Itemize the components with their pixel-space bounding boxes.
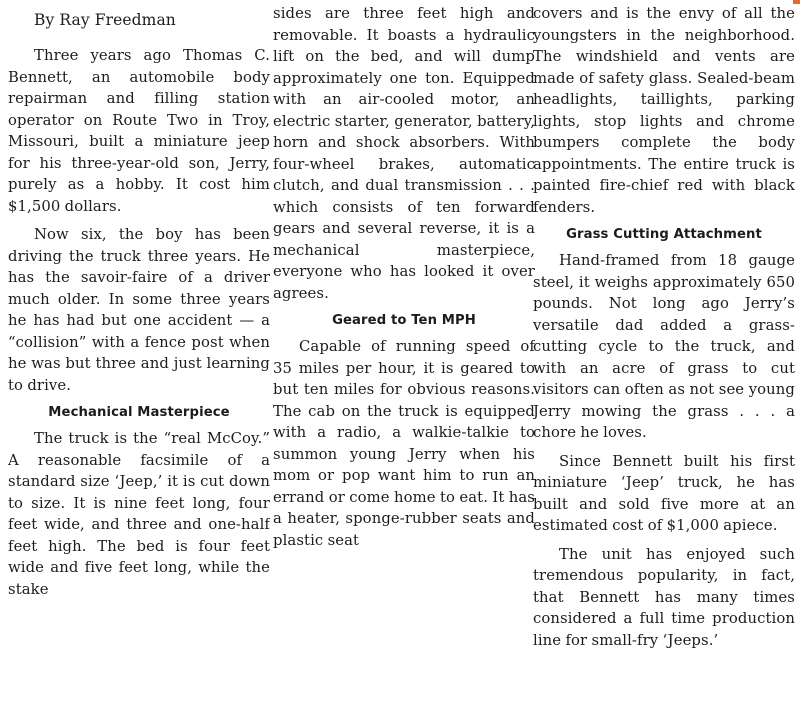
byline: By Ray Freedman bbox=[34, 11, 176, 29]
paragraph: Three years ago Thomas C. Bennett, an automobile body repairman and filling station operator on Route Two in Troy, Missouri, built a miniature jeep for his three-year-old son, Jerry, purely as a hobby. It cost him $1,500 dollars. bbox=[8, 47, 270, 215]
paragraph-continued: covers and is the envy of all the youngsters in the neighborhood. The windshield and vents are made of safety glass. Sealed-beam headlights, taillights, parking lights, stop lights and chrome bumpers complete the body appointments. The entire truck is painted fire-chief red with black fenders. bbox=[533, 5, 795, 216]
paragraph-continued: sides are three feet high and removable. It boasts a hydraulic lift on the bed, and will dump approximately one ton. Equipped with an air-cooled motor, an electric starter, generator, battery, horn and shock absorbers. With four-wheel brakes, automatic clutch, and dual transmission . . . which consists of ten forward gears and several reverse, it is a mechanical masterpiece, everyone who has looked it over agrees. bbox=[273, 5, 535, 302]
column-1 bbox=[8, 0, 270, 708]
paragraph: The unit has enjoyed such tremendous popularity, in fact, that Bennett has many times considered a full time production line for small-fry ‘Jeeps.’ bbox=[533, 545, 795, 649]
page-corner-mark bbox=[793, 0, 800, 4]
paragraph: Since Bennett built his first miniature ‘Jeep’ truck, he has built and sold five more at an estimated cost of $1,000 apiece. bbox=[533, 452, 795, 534]
subheading-geared-to-ten-mph: Geared to Ten MPH bbox=[332, 313, 476, 328]
paragraph: Now six, the boy has been driving the truck three years. He has the savoir-faire of a driver much older. In some three years he has had but one accident — a “collision” with a fence post when he was but three and just learning to drive. bbox=[8, 226, 270, 394]
subheading-mechanical-masterpiece: Mechanical Masterpiece bbox=[48, 405, 230, 420]
column-3 bbox=[533, 0, 795, 708]
column-2 bbox=[273, 0, 535, 708]
subheading-grass-cutting-attachment: Grass Cutting Attachment bbox=[566, 227, 762, 242]
paragraph: The truck is the “real McCoy.” A reasonable facsimile of a standard size ‘Jeep,’ it is cut down to size. It is nine feet long, four feet wide, and three and one-half feet high. The bed is four feet wide and five feet long, while the stake bbox=[8, 430, 270, 598]
paragraph: Capable of running speed of 35 miles per hour, it is geared to but ten miles for obvious reasons. The cab on the truck is equipped with a radio, a walkie-talkie to summon young Jerry when his mom or pop want him to run an errand or come home to eat. It has a heater, sponge-rubber seats and plastic seat bbox=[273, 338, 535, 549]
paragraph: Hand-framed from 18 gauge steel, it weighs approximately 650 pounds. Not long ago Jerry’s versatile dad added a grass-cutting cycle to the truck, and with an acre of grass to cut visitors can often as not see young Jerry mowing the grass . . . a chore he loves. bbox=[533, 252, 795, 441]
